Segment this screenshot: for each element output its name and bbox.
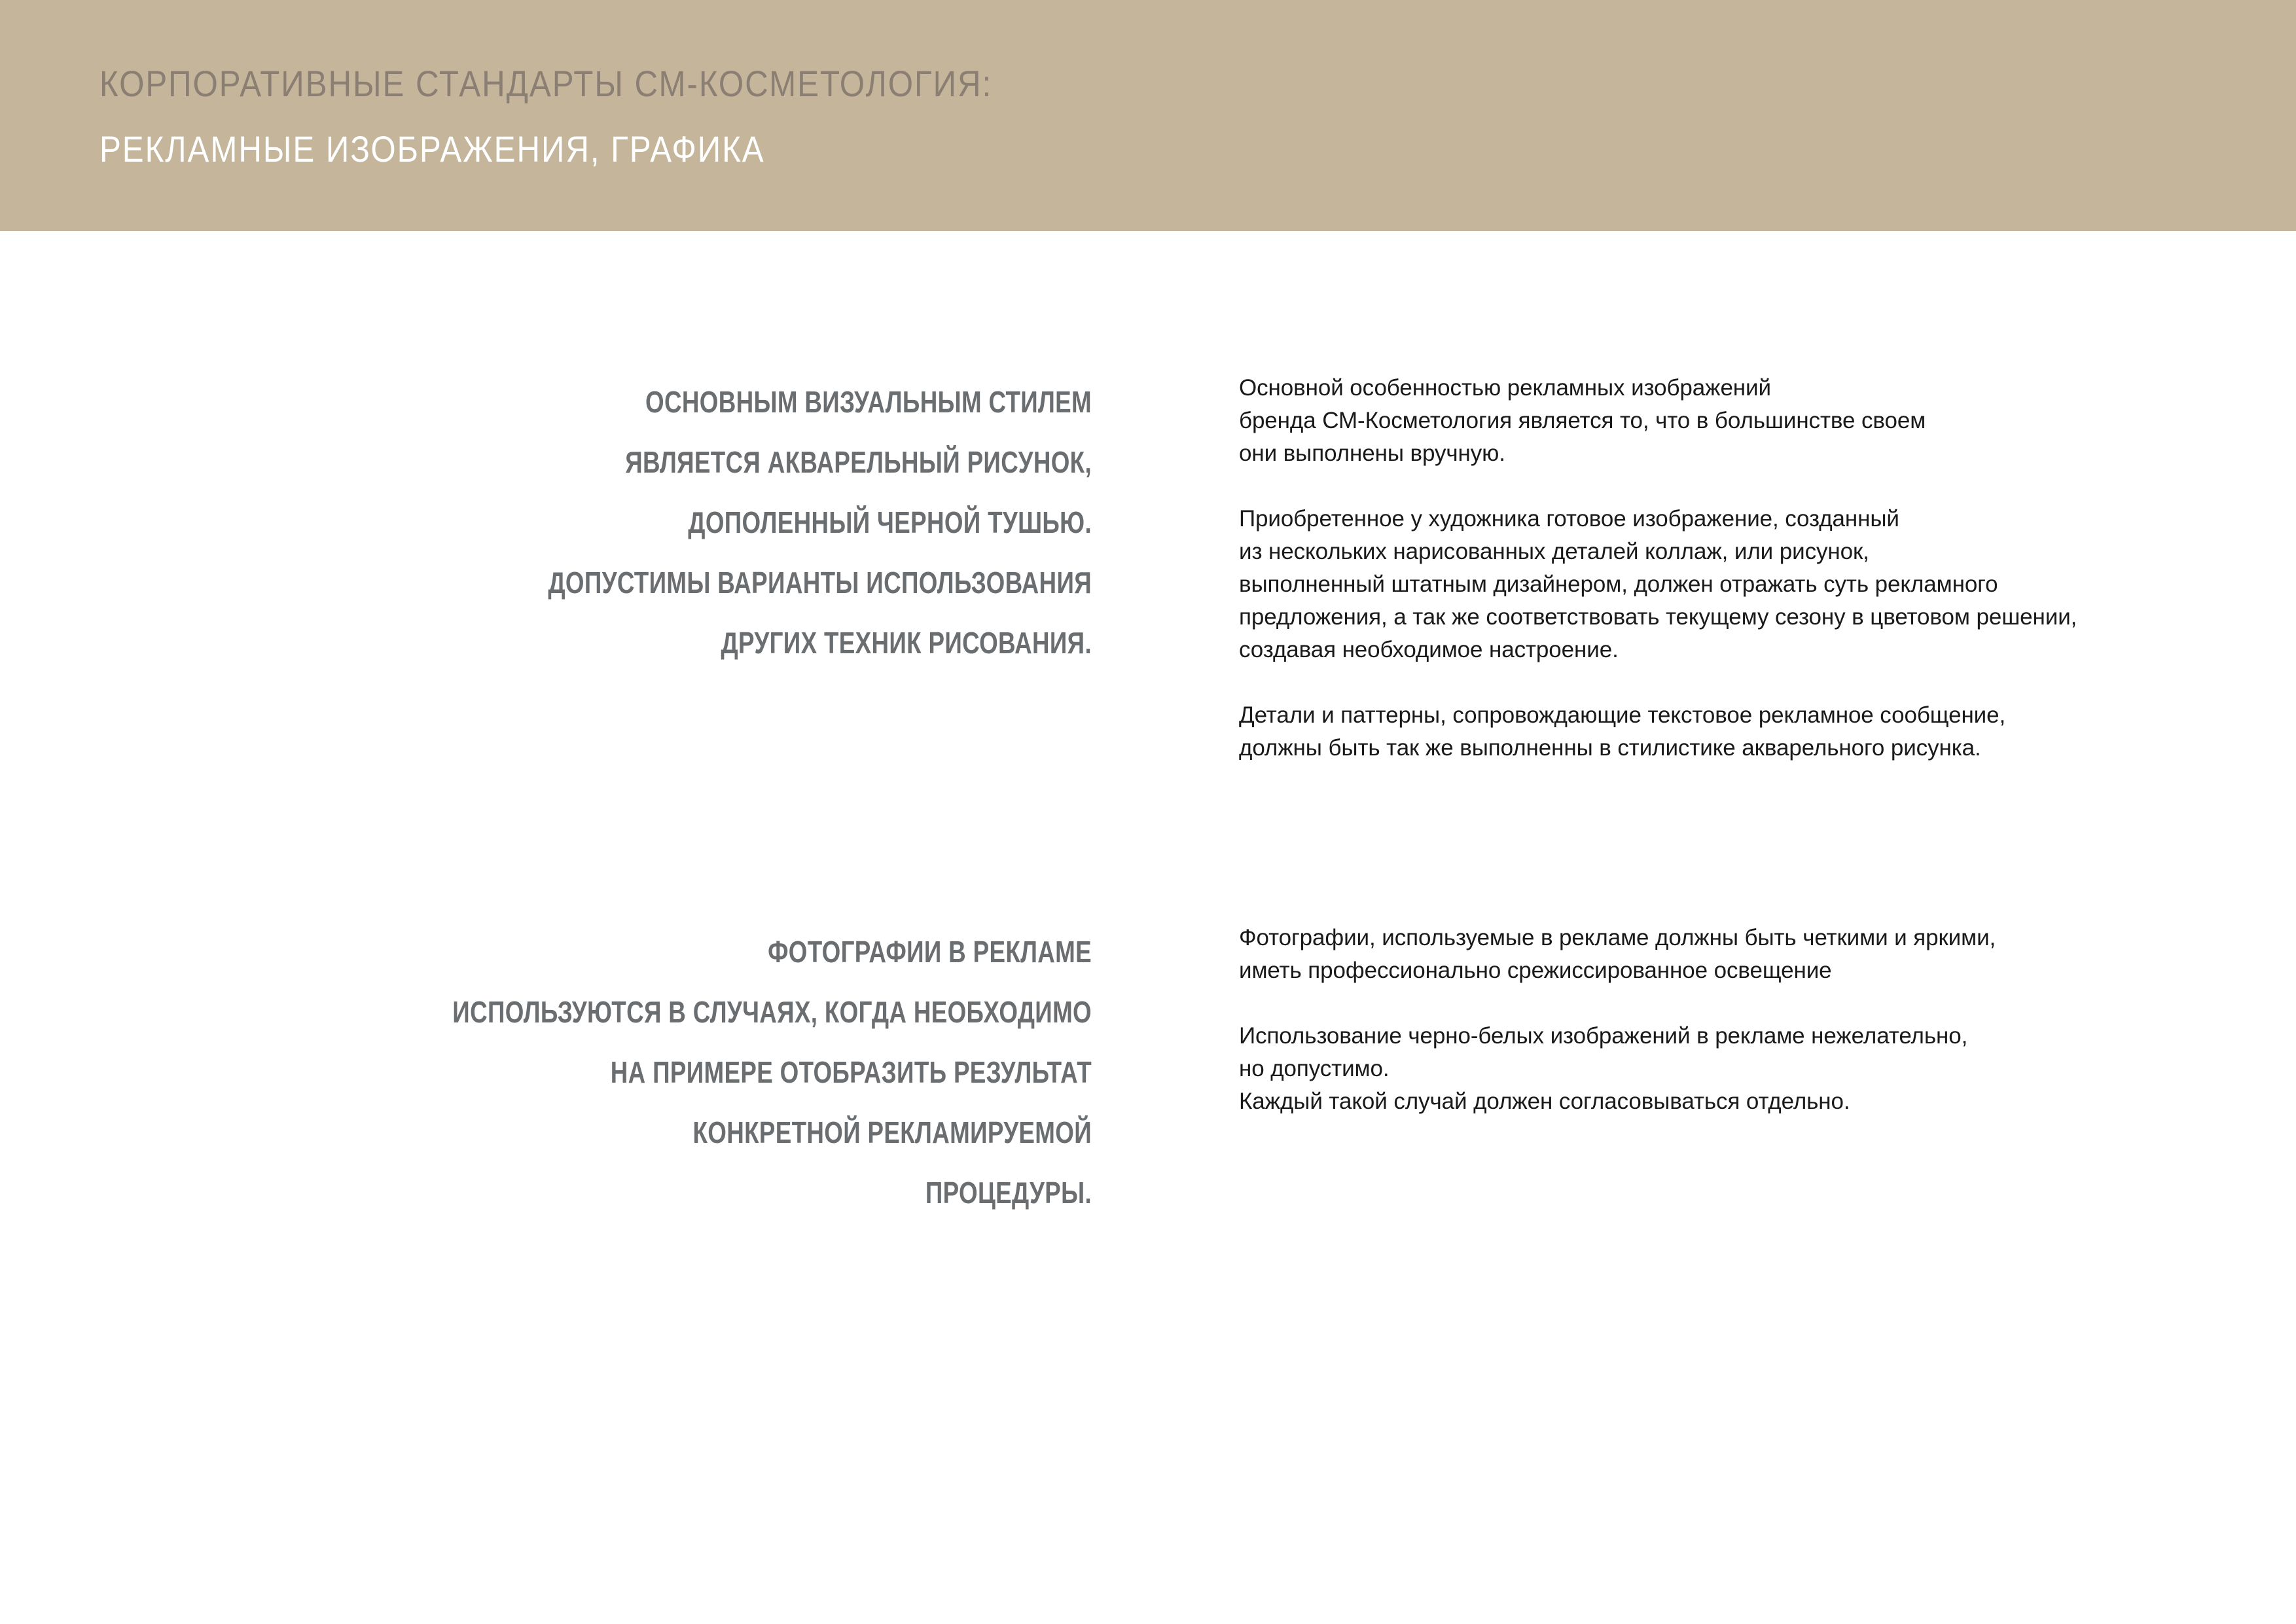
- body-line: из нескольких нарисованных деталей коллаж, или рисунок,: [1239, 539, 1869, 564]
- section-body: [1239, 922, 2221, 1118]
- heading-line: ДОПУСТИМЫ ВАРИАНТЫ ИСПОЛЬЗОВАНИЯ: [548, 566, 1092, 600]
- body-line: иметь профессионально срежиссированное освещение: [1239, 958, 1832, 983]
- body-line: они выполнены вручную.: [1239, 441, 1505, 466]
- heading-line: КОНКРЕТНОЙ РЕКЛАМИРУЕМОЙ: [692, 1115, 1092, 1149]
- body-line: создавая необходимое настроение.: [1239, 637, 1619, 662]
- body-paragraph: [1239, 922, 2221, 987]
- body-paragraph: [1239, 699, 2221, 765]
- body-line: Детали и паттерны, сопровождающие текстовое рекламное сообщение,: [1239, 702, 2006, 728]
- heading-line: ПРОЦЕДУРЫ.: [925, 1176, 1092, 1210]
- page-title-line-1: КОРПОРАТИВНЫЕ СТАНДАРТЫ СМ-КОСМЕТОЛОГИЯ:: [99, 63, 993, 104]
- heading-line: ЯВЛЯЕТСЯ АКВАРЕЛЬНЫЙ РИСУНОК,: [625, 445, 1092, 479]
- body-line: выполненный штатным дизайнером, должен отражать суть рекламного: [1239, 571, 1998, 597]
- body-line: должны быть так же выполненны в стилистике акварельного рисунка.: [1239, 735, 1981, 761]
- section-heading: [0, 922, 1092, 1223]
- body-line: Основной особенностью рекламных изображений: [1239, 375, 1771, 401]
- section-body: [1239, 372, 2221, 765]
- body-line: Фотографии, используемые в рекламе должны быть четкими и яркими,: [1239, 925, 1996, 950]
- heading-line: ДОПОЛЕННЫЙ ЧЕРНОЙ ТУШЬЮ.: [688, 505, 1092, 539]
- body-line: Каждый такой случай должен согласовываться отдельно.: [1239, 1089, 1850, 1114]
- header-band: [0, 0, 2296, 231]
- body-line: Использование черно-белых изображений в рекламе нежелательно,: [1239, 1023, 1968, 1049]
- body-line: предложения, а так же соответствовать текущему сезону в цветовом решении,: [1239, 604, 2077, 630]
- heading-line: ОСНОВНЫМ ВИЗУАЛЬНЫМ СТИЛЕМ: [645, 385, 1092, 419]
- heading-line: ИСПОЛЬЗУЮТСЯ В СЛУЧАЯХ, КОГДА НЕОБХОДИМО: [452, 995, 1092, 1029]
- section-heading: [0, 372, 1092, 673]
- body-paragraph: [1239, 503, 2221, 666]
- body-line: но допустимо.: [1239, 1056, 1390, 1081]
- body-paragraph: [1239, 1020, 2221, 1118]
- body-line: Приобретенное у художника готовое изображение, созданный: [1239, 506, 1899, 532]
- heading-line: ФОТОГРАФИИ В РЕКЛАМЕ: [768, 935, 1092, 969]
- body-line: бренда СМ-Косметология является то, что в большинстве своем: [1239, 408, 1926, 433]
- heading-line: ДРУГИХ ТЕХНИК РИСОВАНИЯ.: [721, 626, 1092, 660]
- page-title-line-2: РЕКЛАМНЫЕ ИЗОБРАЖЕНИЯ, ГРАФИКА: [99, 128, 765, 170]
- heading-line: НА ПРИМЕРЕ ОТОБРАЗИТЬ РЕЗУЛЬТАТ: [610, 1055, 1092, 1089]
- body-paragraph: [1239, 372, 2221, 470]
- page-title: [99, 51, 1114, 182]
